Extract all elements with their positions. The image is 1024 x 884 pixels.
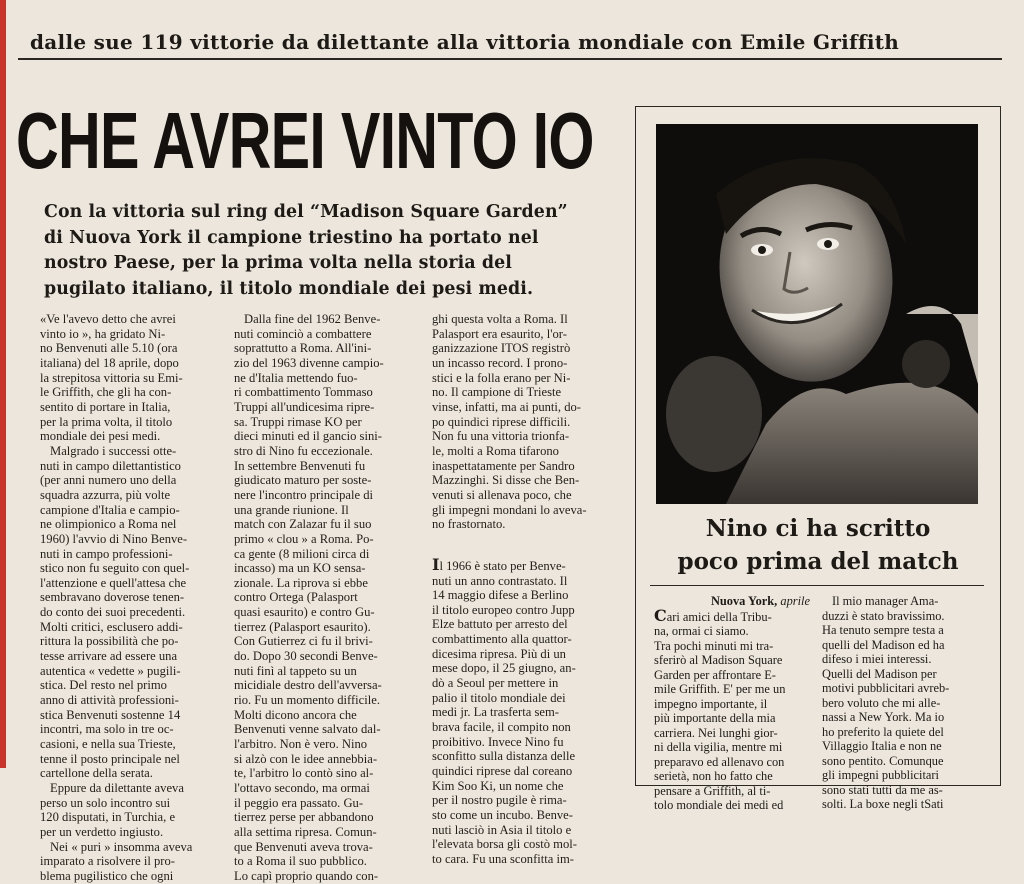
sidebar-line: serietà, non ho fatto che [654,769,773,783]
sidebar-rule [650,585,984,586]
drop-cap: I [432,554,440,574]
article-line: autentica « vedette » pugili- [40,663,181,678]
article-line: squadra azzurra, più volte [40,487,171,502]
article-line: Truppi all'undicesima ripre- [234,399,375,414]
article-line: campione d'Italia e campio- [40,502,180,517]
article-line: incontri, ma solo in tre oc- [40,722,174,737]
article-line: Malgrado i successi otte- [50,443,177,458]
article-line: la strepitosa vittoria su Emi- [40,370,183,385]
article-line: vinto io », ha gridato Ni- [40,326,166,341]
article-line: una grande riunione. Il [234,502,349,517]
article-line: to cara. Fu una sconfitta im- [432,851,574,866]
article-line: ca gente (8 milioni circa di [234,546,370,561]
article-line: dò a Seoul per mettere in [432,676,559,691]
sidebar-line: solti. La boxe negli tSati [822,797,944,811]
article-line: 120 disputati, in Turchia, e [40,810,176,825]
article-line: match con Zalazar fu il suo [234,517,372,532]
article-line: l'ottavo secondo, ma ormai [234,781,370,795]
article-line: le, molti a Roma tifarono [432,443,559,458]
sidebar-title-line: Nino ci ha scritto [705,515,931,542]
article-line: sembravano doverose tenen- [40,590,185,605]
sidebar-line: quelli del Madison ed ha [822,637,945,652]
deck [44,200,616,302]
article-line: ghi questa volta a Roma. Il [432,312,568,326]
deck-line: Con la vittoria sul ring del “Madison Square Garden” [44,202,568,222]
sidebar-dateline [654,594,810,609]
sidebar-title [640,512,996,578]
article-line: medi jr. La trasferta sem- [432,705,559,720]
article-line: (per anni numero uno della [40,473,177,488]
article-line: palio il titolo mondiale dei [432,690,566,705]
sidebar-line: sono stati tutti da me as- [822,782,943,797]
article-line: le Griffith, che gli ha con- [40,385,172,400]
article-line: l'attenzione e quell'attesa che [40,575,187,590]
article-line: anno di attività professioni- [40,693,179,708]
article-line: no. Il campione di Trieste [432,385,562,400]
article-line: dicesima ripresa. Più di un [432,646,566,661]
sidebar-line: duzzi è stato bravissimo. [822,608,945,623]
article-line: nuti cominciò a combattere [234,326,372,341]
article-line: venuti si allenava poco, che [432,487,572,502]
article-line: nuti in campo professioni- [40,546,173,561]
sidebar-line: pensare a Griffith, al ti- [654,783,771,798]
sidebar-column-1 [654,594,810,812]
sidebar-line: Garden per affrontare E- [654,667,776,682]
article-line: sconfitto sulla distanza delle [432,749,576,764]
sidebar-line: sono pentito. Comunque [822,753,944,768]
sidebar-line: gli impegni pubblicitari [822,768,940,782]
article-line: proibitivo. Invece Nino fu [432,734,564,749]
sidebar-line: sferirò al Madison Square [654,653,783,667]
article-line: nuti lasciò in Asia il titolo e [432,822,572,837]
article-line: gli impegni mondani lo aveva- [432,502,587,517]
dateline-date: aprile [780,594,810,608]
article-line: micidiale destro dell'avversa- [234,678,382,693]
article-line: 14 maggio difese a Berlino [432,588,569,603]
article-line: blema pugilistico che ogni [40,868,174,883]
sidebar-line: Quelli del Madison per [822,666,937,681]
article-line: Con Gutierrez ci fu il brivi- [234,634,373,649]
article-line: stica Benvenuti sostenne 14 [40,707,181,722]
article-line: giudicato maturo per soste- [234,473,372,488]
article-line: tesse arrivare ad essere una [40,649,178,664]
article-line: que Benvenuti aveva trova- [234,839,373,854]
article-line: po quindici riprese difficili. [432,414,571,429]
article-line: casioni, e nella sua Trieste, [40,737,176,752]
article-line: zionale. La riprova si ebbe [234,575,368,590]
article-line: il peggio era passato. Gu- [234,795,364,810]
article-line: «Ve l'avevo detto che avrei [40,312,176,326]
boxer-photo [656,124,978,504]
sidebar-line: impegno importante, il [654,696,768,711]
article-line: ganizzazione ITOS registrò [432,341,571,356]
article-line: nuti finì al tappeto su un [234,663,357,678]
article-line: Kim Soo Ki, un nome che [432,778,564,793]
sidebar-line: Tra pochi minuti mi tra- [654,638,774,653]
article-line: per la prima volta, il titolo [40,414,173,429]
article-line: tierrez perse per abbandono [234,810,374,825]
article-line: quindici riprese dal coreano [432,764,573,779]
article-line: alla settima ripresa. Comun- [234,824,377,839]
sidebar-line: motivi pubblicitari avreb- [822,681,950,695]
article-line: inaspettatamente per Sandro [432,458,575,473]
sidebar-line: tolo mondiale dei medi ed [654,798,784,812]
article-line: vinse, infatti, ma ai punti, do- [432,399,581,414]
article-line: l'arbitro. Non è vero. Nino [234,737,368,752]
article-line: incasso) ma un KO sensa- [234,561,366,576]
dateline-place: Nuova York, [710,594,778,608]
article-column-2 [234,312,416,883]
sidebar-line: ho preferito la quiete del [822,724,944,739]
article-line: sa. Truppi rimase KO per [234,414,362,429]
article-line: Mazzinghi. Si disse che Ben- [432,473,580,488]
sidebar-line: carriera. Nei lunghi gior- [654,725,778,740]
article-line: rio. Fu un momento difficile. [234,693,380,708]
article-line: 1960) l'avvio di Nino Benve- [40,531,188,546]
sidebar-line: Il mio manager Ama- [832,594,939,608]
sidebar-title-line: poco prima del match [677,548,959,575]
article-line: contro Ortega (Palasport [234,590,358,605]
article-line: l'elevata borsa gli costò mol- [432,837,577,852]
article-line: nuti un anno contrastato. Il [432,573,568,588]
article-line: no Benvenuti alle 5.10 (ora [40,341,178,356]
page-edge [0,0,6,768]
article-line: brava facile, il compito non [432,720,571,735]
article-line: Il 1966 è stato per Benve- [432,554,566,574]
deck-line: di Nuova York il campione triestino ha portato nel [44,227,539,248]
article-line: primo « clou » a Roma. Po- [234,531,374,546]
article-line: sto come un incubo. Benve- [432,808,573,822]
article-line: mese dopo, il 25 giugno, an- [432,661,576,676]
article-line: tierrez (Palasport esaurito). [234,619,371,634]
article-line: il titolo europeo contro Jupp [432,602,575,617]
article-line: tenne il posto principale nel [40,751,180,766]
article-line: Nei « puri » insomma aveva [50,839,193,854]
article-line: Lo capì proprio quando con- [234,868,379,883]
article-line: ne d'Italia mettendo fuo- [234,370,358,385]
article-line: In settembre Benvenuti fu [234,458,366,473]
article-line: stico non fu seguito con quel- [40,561,190,576]
article-line: mondiale dei pesi medi. [40,429,161,444]
article-line: per un verdetto ingiusto. [40,824,164,839]
article-line: un incasso record. I prono- [432,355,568,370]
sidebar-line: Cari amici della Tribu- [654,605,772,625]
article-line: to a Roma il suo pubblico. [234,854,367,869]
article-line: Benvenuti venne salvato dal- [234,722,381,737]
sidebar-line: ni della vigilia, mentre mi [654,740,783,754]
article-line: soprattutto a Roma. All'ini- [234,341,372,356]
sidebar-line: Ha tenuto sempre testa a [822,623,944,637]
article-line: ri combattimento Tommaso [234,385,373,400]
sidebar-line: mile Griffith. E' per me un [654,682,786,696]
article-line: Non fu una vittoria trionfa- [432,429,570,444]
deck-line: nostro Paese, per la prima volta nella storia del [44,253,512,273]
kicker-line: dalle sue 119 vittorie da dilettante alla vittoria mondiale con Emile Griffith [30,30,900,54]
boxer-photo-image [656,124,978,504]
article-line: Eppure da dilettante aveva [50,781,184,795]
article-line: nuti in campo dilettantistico [40,458,181,473]
article-line: cartellone della serata. [40,766,153,781]
article-line: combattimento alla quattor- [432,632,572,647]
article-line: ne olimpionico a Roma nel [40,517,177,532]
sidebar-line: bero voluto che mi alle- [822,695,941,710]
article-line: Dalla fine del 1962 Benve- [244,312,381,326]
article-line: no frastornato. [432,517,506,532]
article-column-3 [432,312,614,866]
article-line: stica. Del resto nel primo [40,678,167,693]
article-line: Molti critici, esclusero addi- [40,619,183,634]
sidebar-line: preparavo ed allenavo con [654,754,785,769]
article-line: do. Dopo 30 secondi Benve- [234,649,378,664]
sidebar-line: Villaggio Italia e non ne [822,739,942,753]
drop-cap: C [654,605,667,625]
article-line: Molti dicono ancora che [234,707,357,722]
article-line: Elze battuto per arresto del [432,617,568,632]
article-line: imparato a risolvere il pro- [40,854,175,869]
paragraph-gap [432,532,614,558]
deck-line: pugilato italiano, il titolo mondiale dei pesi medi. [44,278,534,299]
article-line: te, l'arbitro lo contò sino al- [234,766,374,781]
article-line: Palasport era esaurito, l'or- [432,326,567,341]
article-column-1 [40,312,222,883]
sidebar-column-2 [822,594,982,811]
article-line: nere l'incontro principale di [234,487,373,502]
article-line: do conto dei suoi precedenti. [40,605,186,620]
article-line: italiana) del 18 aprile, dopo [40,355,179,370]
sidebar-line: na, ormai ci siamo. [654,624,749,638]
headline: CHE AVREI VINTO IO [16,96,594,185]
article-line: stici e la folla erano per Ni- [432,370,571,385]
article-line: zio del 1963 divenne campio- [234,355,384,370]
article-line: si alzò con le idee annebbia- [234,751,378,766]
article-line: quasi esaurito) e contro Gu- [234,605,375,620]
sidebar-line: nassi a New York. Ma io [822,710,945,724]
kicker-rule [18,58,1002,60]
article-line: rittura la possibilità che po- [40,634,179,649]
article-line: perso un solo incontro sui [40,795,171,810]
sidebar-line: più importante della mia [654,711,776,725]
article-line: per il nostro pugile è rima- [432,793,567,808]
sidebar-line: difeso i miei interessi. [822,652,932,666]
article-line: dieci minuti ed il gancio sini- [234,429,382,444]
article-line: stro di Nino fu eccezionale. [234,443,373,458]
article-line: sentito di portare in Italia, [40,399,171,414]
